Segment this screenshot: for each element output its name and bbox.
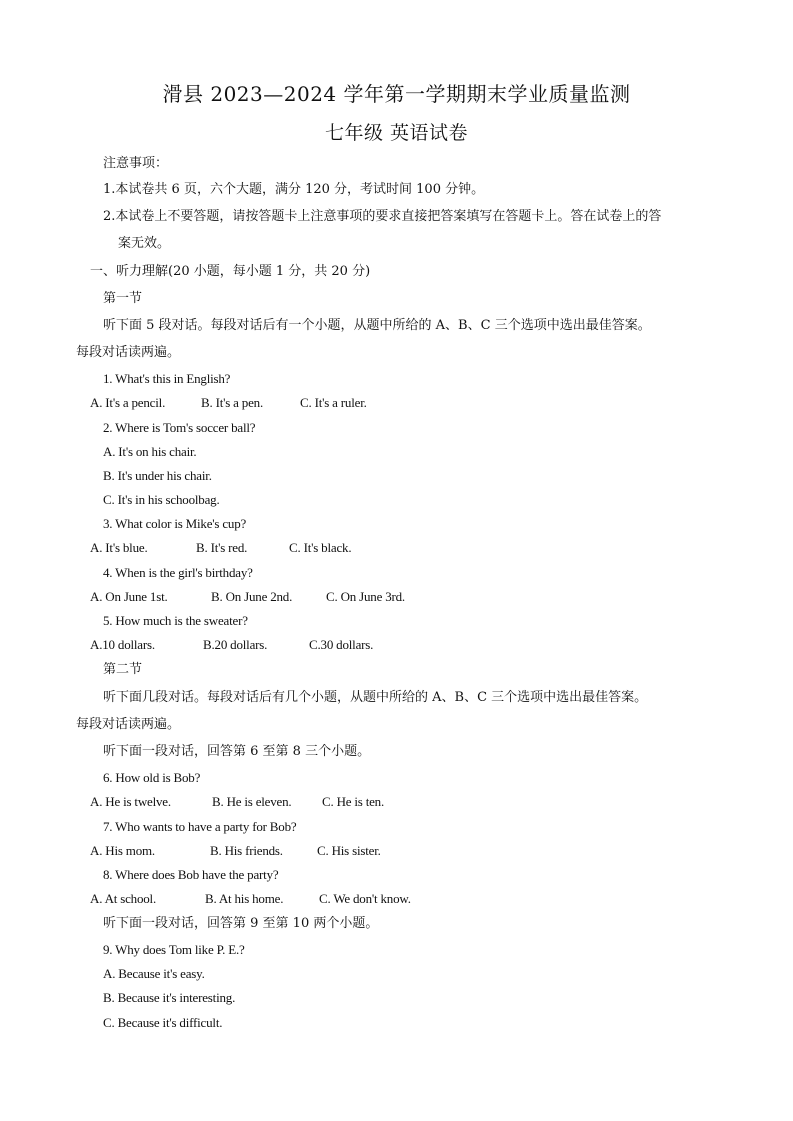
option-a: A. On June 1st. [90,589,168,604]
option-c: C.30 dollars. [309,637,374,652]
option-b: B. His friends. [210,843,283,858]
question-9: 9. Why does Tom like P. E.? [103,942,245,957]
question-6: 6. How old is Bob? [103,770,201,785]
option-b: B. On June 2nd. [211,589,293,604]
option-b: B. It's red. [196,540,248,555]
option-a: A.10 dollars. [90,637,155,652]
dialog-1-instruction: 听下面一段对话，回答第 6 至第 8 三个小题。 [103,744,371,759]
page-subtitle: 七年级 英语试卷 [324,122,469,144]
option-b: B. He is eleven. [212,794,292,809]
notes-heading: 注意事项： [103,156,169,171]
question-2-option-b: B. It's under his chair. [103,468,212,483]
option-b: B. It's a pen. [201,395,264,410]
option-b: B.20 dollars. [203,637,268,652]
option-c: C. His sister. [317,843,381,858]
section1-instruction: 听下面 5 段对话。每段对话后有一个小题，从题中所给的 A、B、C 三个选项中选出最佳答案。 [103,318,651,333]
notes-item-2: 2.本试卷上不要答题，请按答题卡上注意事项的要求直接把答案填写在答题卡上。答在试卷上的答 [103,209,662,224]
dialog-2-instruction: 听下面一段对话，回答第 9 至第 10 两个小题。 [103,916,379,931]
section2-instruction-cont: 每段对话读两遍。 [76,717,181,732]
question-9-option-b: B. Because it's interesting. [103,990,236,1005]
question-2: 2. Where is Tom's soccer ball? [103,420,256,435]
option-c: C. We don't know. [319,891,411,906]
question-3: 3. What color is Mike's cup? [103,516,247,531]
question-2-option-a: A. It's on his chair. [103,444,197,459]
option-a: A. He is twelve. [90,794,171,809]
question-4: 4. When is the girl's birthday? [103,565,253,580]
question-2-option-c: C. It's in his schoolbag. [103,492,220,507]
section2-instruction: 听下面几段对话。每段对话后有几个小题，从题中所给的 A、B、C 三个选项中选出最佳答案。 [103,690,648,705]
question-9-option-c: C. Because it's difficult. [103,1015,223,1030]
option-c: C. On June 3rd. [326,589,405,604]
option-c: C. He is ten. [322,794,385,809]
notes-item-1: 1.本试卷共 6 页，六个大题，满分 120 分，考试时间 100 分钟。 [103,182,485,197]
page-title: 滑县 2023—2024 学年第一学期期末学业质量监测 [162,82,631,106]
question-9-option-a: A. Because it's easy. [103,966,205,981]
option-b: B. At his home. [205,891,284,906]
notes-item-2-cont: 案无效。 [118,236,171,251]
section1-instruction-cont: 每段对话读两遍。 [76,345,181,360]
option-c: C. It's a ruler. [300,395,367,410]
option-c: C. It's black. [289,540,352,555]
option-a: A. It's blue. [90,540,148,555]
question-8: 8. Where does Bob have the party? [103,867,279,882]
question-5: 5. How much is the sweater? [103,613,248,628]
section2-label: 第二节 [103,662,143,677]
option-a: A. His mom. [90,843,155,858]
section1-label: 第一节 [103,291,143,306]
question-1: 1. What's this in English? [103,371,231,386]
option-a: A. At school. [90,891,157,906]
part1-heading: 一、听力理解(20 小题，每小题 1 分，共 20 分) [90,264,371,279]
question-7: 7. Who wants to have a party for Bob? [103,819,297,834]
option-a: A. It's a pencil. [90,395,166,410]
